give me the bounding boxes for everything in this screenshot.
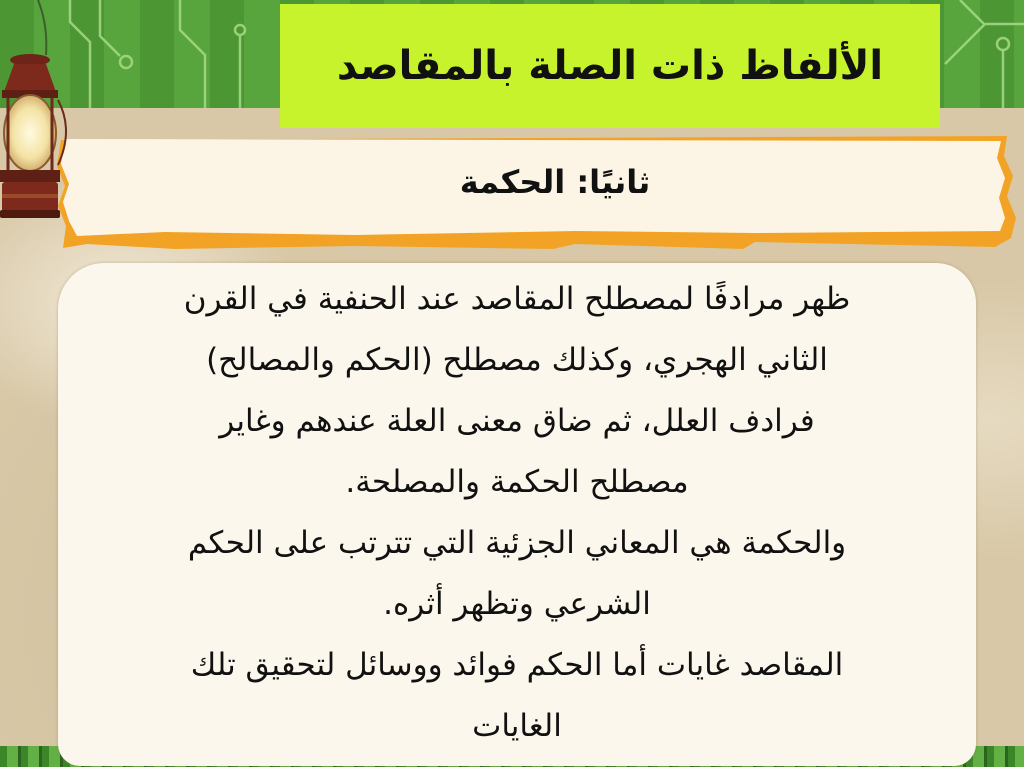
body-line: فرادف العلل، ثم ضاق معنى العلة عندهم وغاير bbox=[219, 403, 815, 439]
lantern-icon bbox=[0, 0, 80, 225]
slide-subtitle: ثانيًا: الحكمة bbox=[459, 163, 651, 201]
body-line: والحكمة هي المعاني الجزئية التي تترتب على الحكم bbox=[187, 525, 847, 561]
body-line: المقاصد غايات أما الحكم فوائد ووسائل لتحقيق تلك bbox=[190, 647, 844, 683]
content-box bbox=[58, 263, 976, 766]
body-line: مصطلح الحكمة والمصلحة. bbox=[345, 464, 689, 500]
circuit-decoration-right bbox=[940, 0, 1024, 108]
title-box bbox=[280, 4, 940, 128]
body-line: الغايات bbox=[472, 708, 562, 744]
slide-title: الألفاظ ذات الصلة بالمقاصد bbox=[336, 43, 884, 89]
body-line: ظهر مرادفًا لمصطلح المقاصد عند الحنفية في القرن bbox=[183, 281, 851, 317]
body-line: الثاني الهجري، وكذلك مصطلح (الحكم والمصالح) bbox=[206, 342, 828, 378]
body-line: الشرعي وتظهر أثره. bbox=[383, 586, 651, 622]
